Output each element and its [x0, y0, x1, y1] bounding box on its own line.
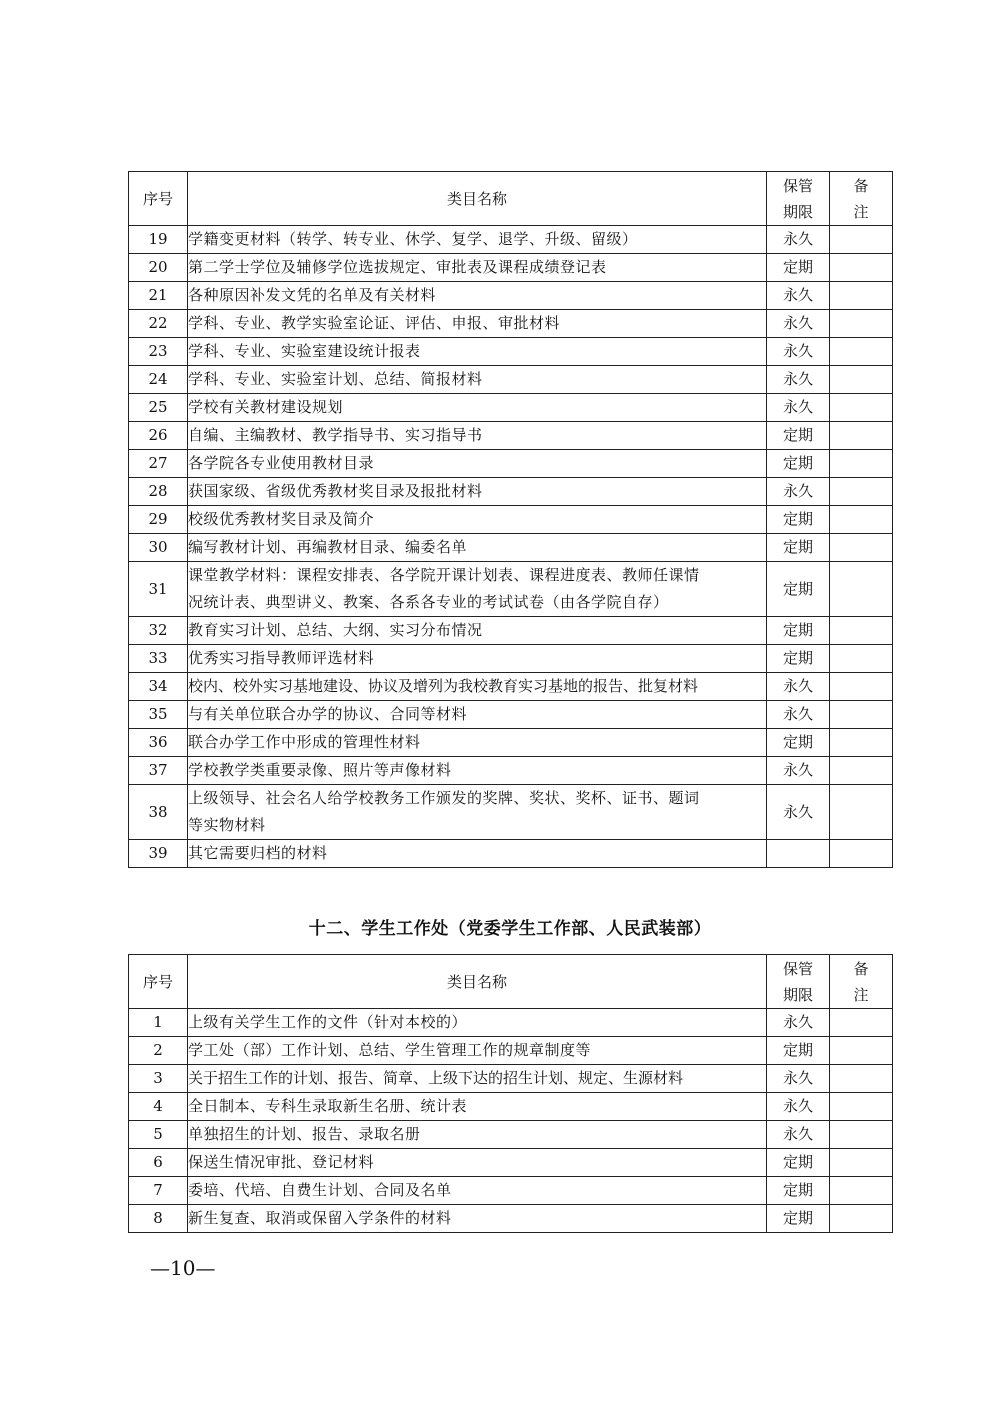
table-row: 3 关于招生工作的计划、报告、简章、上级下达的招生计划、规定、生源材料 永久 — [129, 1065, 893, 1093]
table-header-row — [129, 172, 893, 226]
archive-table-2 — [128, 954, 893, 1233]
table-row: 23 学科、专业、实验室建设统计报表 永久 — [129, 338, 893, 366]
row-text-line: 上级领导、社会名人给学校教务工作颁发的奖牌、奖状、奖杯、证书、题词 — [188, 789, 700, 807]
section-title: 十二、学生工作处（党委学生工作部、人民武装部） — [308, 919, 712, 939]
header-note: 备 注 — [830, 955, 893, 1009]
table-row: 33 优秀实习指导教师评选材料 定期 — [129, 645, 893, 673]
table-row: 28 获国家级、省级优秀教材奖目录及报批材料 永久 — [129, 478, 893, 506]
table-row: 36 联合办学工作中形成的管理性材料 定期 — [129, 729, 893, 757]
archive-table-1 — [128, 171, 893, 868]
table-row: 38 上级领导、社会名人给学校教务工作颁发的奖牌、奖状、奖杯、证书、题词 等实物材料 永久 — [129, 785, 893, 840]
header-term: 保管 期限 — [767, 955, 830, 1009]
table-row: 32 教育实习计划、总结、大纲、实习分布情况 定期 — [129, 617, 893, 645]
header-name: 类目名称 — [188, 172, 767, 226]
header-seq: 序号 — [129, 955, 188, 1009]
header-note: 备 注 — [830, 172, 893, 226]
row-text-line: 况统计表、典型讲义、教案、各系各专业的考试试卷（由各学院自存） — [188, 593, 669, 611]
page-number: —10— — [150, 1256, 216, 1280]
table-row: 37 学校教学类重要录像、照片等声像材料 永久 — [129, 757, 893, 785]
table-row: 8 新生复查、取消或保留入学条件的材料 定期 — [129, 1205, 893, 1233]
table-row: 6 保送生情况审批、登记材料 定期 — [129, 1149, 893, 1177]
table-row: 34 校内、校外实习基地建设、协议及增列为我校教育实习基地的报告、批复材料 永久 — [129, 673, 893, 701]
table-row: 22 学科、专业、教学实验室论证、评估、申报、审批材料 永久 — [129, 310, 893, 338]
table-row: 26 自编、主编教材、教学指导书、实习指导书 定期 — [129, 422, 893, 450]
table-row: 31 课堂教学材料：课程安排表、各学院开课计划表、课程进度表、教师任课情 况统计表、典型讲义、教案、各系各专业的考试试卷（由各学院自存） 定期 — [129, 562, 893, 617]
table-row: 35 与有关单位联合办学的协议、合同等材料 永久 — [129, 701, 893, 729]
table-row: 25 学校有关教材建设规划 永久 — [129, 394, 893, 422]
header-seq: 序号 — [129, 172, 188, 226]
table-row: 39 其它需要归档的材料 — [129, 840, 893, 868]
table-row: 29 校级优秀教材奖目录及简介 定期 — [129, 506, 893, 534]
table-row: 5 单独招生的计划、报告、录取名册 永久 — [129, 1121, 893, 1149]
table-row: 2 学工处（部）工作计划、总结、学生管理工作的规章制度等 定期 — [129, 1037, 893, 1065]
table-row: 1 上级有关学生工作的文件（针对本校的） 永久 — [129, 1009, 893, 1037]
table-row: 19 学籍变更材料（转学、转专业、休学、复学、退学、升级、留级） 永久 — [129, 226, 893, 254]
table-header-row — [129, 955, 893, 1009]
row-text-line: 课堂教学材料：课程安排表、各学院开课计划表、课程进度表、教师任课情 — [188, 566, 700, 584]
table-row: 24 学科、专业、实验室计划、总结、简报材料 永久 — [129, 366, 893, 394]
table-row: 20 第二学士学位及辅修学位选拔规定、审批表及课程成绩登记表 定期 — [129, 254, 893, 282]
header-term: 保管 期限 — [767, 172, 830, 226]
table-row: 30 编写教材计划、再编教材目录、编委名单 定期 — [129, 534, 893, 562]
table-row: 4 全日制本、专科生录取新生名册、统计表 永久 — [129, 1093, 893, 1121]
row-text-line: 等实物材料 — [188, 816, 266, 834]
table-row: 27 各学院各专业使用教材目录 定期 — [129, 450, 893, 478]
table-row: 21 各种原因补发文凭的名单及有关材料 永久 — [129, 282, 893, 310]
table-row: 7 委培、代培、自费生计划、合同及名单 定期 — [129, 1177, 893, 1205]
header-name: 类目名称 — [188, 955, 767, 1009]
